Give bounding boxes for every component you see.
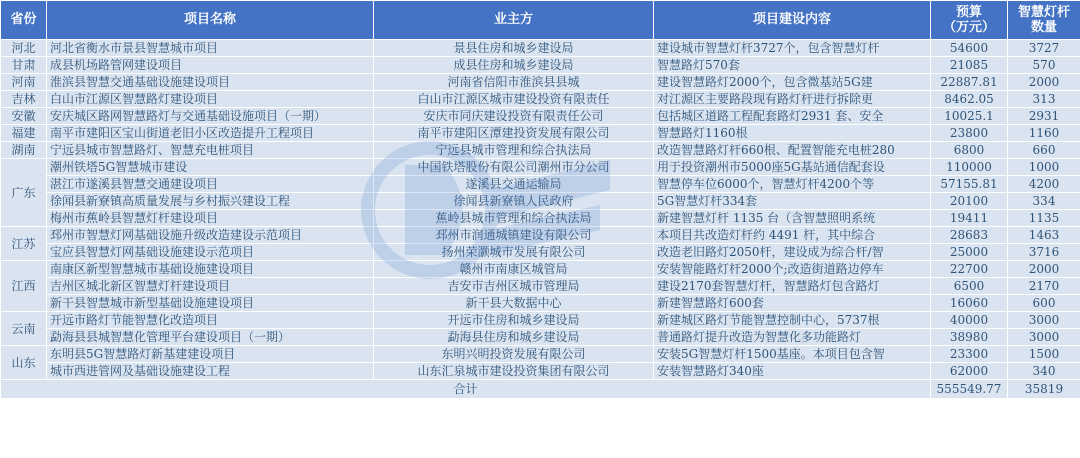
total-budget: 555549.77 [931,380,1008,399]
cell-province: 安徽 [1,108,47,125]
cell-owner: 遂溪县交通运输局 [374,176,654,193]
cell-project-name: 河北省衡水市景县智慧城市项目 [47,40,374,57]
table-row [1,40,1080,57]
cell-owner: 东明兴明投资发展有限公司 [374,346,654,363]
table-row [1,329,1080,346]
cell-poles: 3727 [1008,40,1080,57]
cell-budget: 28683 [931,227,1008,244]
cell-content: 建设2170套智慧灯杆，智慧路灯包含路灯 [654,278,931,295]
cell-poles: 1500 [1008,346,1080,363]
cell-content: 改造智慧路灯杆660根、配置智能充电桩280 [654,142,931,159]
cell-owner: 山东汇泉城市建设投资集团有限公司 [374,363,654,380]
cell-project-name: 邳州市智慧灯网基础设施升级改造建设示范项目 [47,227,374,244]
table-row [1,312,1080,329]
cell-content: 安装智能路灯杆2000个;改造街道路边停车 [654,261,931,278]
cell-province: 河南 [1,74,47,91]
cell-project-name: 南平市建阳区宝山街道老旧小区改造提升工程项目 [47,125,374,142]
cell-content: 建设智慧路灯2000个，包含微基站5G建 [654,74,931,91]
cell-poles: 2170 [1008,278,1080,295]
cell-budget: 54600 [931,40,1008,57]
cell-budget: 8462.05 [931,91,1008,108]
cell-poles: 3000 [1008,329,1080,346]
cell-owner: 勐海县住房和城乡建设局 [374,329,654,346]
cell-content: 新建智慧路灯600套 [654,295,931,312]
cell-owner: 赣州市南康区城管局 [374,261,654,278]
header-owner: 业主方 [374,1,654,40]
header-row [1,1,1080,40]
cell-owner: 中国铁塔股份有限公司潮州市分公司 [374,159,654,176]
cell-budget: 22700 [931,261,1008,278]
cell-owner: 开远市住房和城乡建设局 [374,312,654,329]
table-row [1,295,1080,312]
cell-content: 智慧路灯1160根 [654,125,931,142]
cell-content: 智慧路灯570套 [654,57,931,74]
cell-owner: 新干县大数据中心 [374,295,654,312]
cell-budget: 25000 [931,244,1008,261]
cell-project-name: 城市西进管网及基础设施建设工程 [47,363,374,380]
cell-poles: 1000 [1008,159,1080,176]
cell-project-name: 东明县5G智慧路灯新基建建设项目 [47,346,374,363]
header-content: 项目建设内容 [654,1,931,40]
table-row [1,159,1080,176]
cell-budget: 40000 [931,312,1008,329]
cell-owner: 安庆市同庆建设投资有限责任公司 [374,108,654,125]
cell-owner: 扬州荣灏城市发展有限公司 [374,244,654,261]
cell-province: 福建 [1,125,47,142]
cell-poles: 340 [1008,363,1080,380]
header-budget-line2: （万元） [942,20,995,35]
table-row [1,74,1080,91]
cell-project-name: 成县机场路管网建设项目 [47,57,374,74]
cell-province: 江苏 [1,227,47,261]
cell-budget: 110000 [931,159,1008,176]
cell-poles: 3716 [1008,244,1080,261]
cell-poles: 2931 [1008,108,1080,125]
cell-content: 对江源区主要路段现有路灯杆进行拆除更 [654,91,931,108]
cell-content: 5G智慧灯杆334套 [654,193,931,210]
cell-project-name: 开远市路灯节能智慧化改造项目 [47,312,374,329]
cell-budget: 10025.1 [931,108,1008,125]
cell-content: 本项目共改造灯杆约 4491 杆，其中综合 [654,227,931,244]
cell-budget: 57155.81 [931,176,1008,193]
total-poles: 35819 [1008,380,1080,399]
cell-budget: 21085 [931,57,1008,74]
cell-owner: 河南省信阳市淮滨县县城 [374,74,654,91]
header-project-name: 项目名称 [47,1,374,40]
cell-poles: 2000 [1008,261,1080,278]
cell-budget: 23300 [931,346,1008,363]
cell-project-name: 吉州区城北新区智慧灯杆建设项目 [47,278,374,295]
cell-province: 甘肃 [1,57,47,74]
cell-owner: 宁远县城市管理和综合执法局 [374,142,654,159]
cell-poles: 1160 [1008,125,1080,142]
cell-poles: 1135 [1008,210,1080,227]
cell-project-name: 湛江市遂溪县智慧交通建设项目 [47,176,374,193]
cell-owner: 景县住房和城乡建设局 [374,40,654,57]
cell-content: 安装5G智慧灯杆1500基座。本项目包含智 [654,346,931,363]
total-label: 合计 [1,380,931,399]
cell-budget: 38980 [931,329,1008,346]
table-row [1,57,1080,74]
cell-budget: 62000 [931,363,1008,380]
cell-budget: 22887.81 [931,74,1008,91]
cell-project-name: 梅州市蕉岭县智慧灯杆建设项目 [47,210,374,227]
cell-project-name: 潮州铁塔5G智慧城市建设 [47,159,374,176]
table-row [1,346,1080,363]
cell-province: 湖南 [1,142,47,159]
table-row [1,261,1080,278]
table-row [1,142,1080,159]
cell-poles: 313 [1008,91,1080,108]
cell-poles: 600 [1008,295,1080,312]
cell-budget: 20100 [931,193,1008,210]
cell-budget: 16060 [931,295,1008,312]
table-row [1,176,1080,193]
cell-content: 安装智慧路灯340座 [654,363,931,380]
cell-content: 包括城区道路工程配套路灯2931 套、安全 [654,108,931,125]
table-body [1,40,1080,399]
cell-owner: 白山市江源区城市建设投资有限责任 [374,91,654,108]
table-row [1,363,1080,380]
cell-province: 云南 [1,312,47,346]
cell-project-name: 白山市江源区智慧路灯建设项目 [47,91,374,108]
cell-budget: 6800 [931,142,1008,159]
cell-content: 新建智慧灯杆 1135 台（含智慧照明系统 [654,210,931,227]
header-province: 省份 [1,1,47,40]
cell-owner: 蕉岭县城市管理和综合执法局 [374,210,654,227]
cell-province: 山东 [1,346,47,380]
table-row [1,227,1080,244]
cell-project-name: 徐闻县新寮镇高质量发展与乡村振兴建设工程 [47,193,374,210]
cell-project-name: 淮滨县智慧交通基础设施建设项目 [47,74,374,91]
table-row [1,244,1080,261]
cell-owner: 成县住房和城乡建设局 [374,57,654,74]
cell-owner: 徐闻县新寮镇人民政府 [374,193,654,210]
cell-budget: 19411 [931,210,1008,227]
cell-province: 广东 [1,159,47,227]
cell-project-name: 安庆城区路网智慧路灯与交通基础设施项目（一期） [47,108,374,125]
header-poles-line1: 智慧灯杆 [1017,5,1070,20]
cell-budget: 23800 [931,125,1008,142]
table-row [1,193,1080,210]
cell-project-name: 宁远县城市智慧路灯、智慧充电桩项目 [47,142,374,159]
cell-project-name: 新干县智慧城市新型基础设施建设项目 [47,295,374,312]
cell-province: 吉林 [1,91,47,108]
cell-project-name: 勐海县县城智慧化管理平台建设项目（一期） [47,329,374,346]
cell-project-name: 南康区新型智慧城市基础设施建设项目 [47,261,374,278]
cell-content: 新建城区路灯节能智慧控制中心，5737根 [654,312,931,329]
cell-owner: 吉安市吉州区城市管理局 [374,278,654,295]
cell-poles: 334 [1008,193,1080,210]
table-row [1,278,1080,295]
cell-content: 用于投资潮州市5000座5G基站通信配套设 [654,159,931,176]
cell-province: 河北 [1,40,47,57]
total-row [1,380,1080,399]
cell-owner: 邳州市润通城镇建设有限公司 [374,227,654,244]
header-budget [931,1,1008,40]
cell-poles: 660 [1008,142,1080,159]
cell-content: 建设城市智慧灯杆3727个，包含智慧灯杆 [654,40,931,57]
table-row [1,125,1080,142]
cell-province: 江西 [1,261,47,312]
cell-budget: 6500 [931,278,1008,295]
cell-owner: 南平市建阳区潭建投资发展有限公司 [374,125,654,142]
header-budget-line1: 预算 [955,5,982,20]
cell-poles: 3000 [1008,312,1080,329]
header-poles-line2: 数量 [1030,20,1057,35]
cell-project-name: 宝应县智慧灯网基础设施建设示范项目 [47,244,374,261]
cell-poles: 2000 [1008,74,1080,91]
table-row [1,91,1080,108]
cell-content: 智慧停车位6000个，智慧灯杆4200个等 [654,176,931,193]
cell-poles: 1463 [1008,227,1080,244]
header-poles [1008,1,1080,40]
cell-poles: 4200 [1008,176,1080,193]
table-row [1,108,1080,125]
cell-poles: 570 [1008,57,1080,74]
cell-content: 改造老旧路灯2050杆，建设成为综合杆/智 [654,244,931,261]
cell-content: 普通路灯提升改造为智慧化多功能路灯 [654,329,931,346]
table-row [1,210,1080,227]
